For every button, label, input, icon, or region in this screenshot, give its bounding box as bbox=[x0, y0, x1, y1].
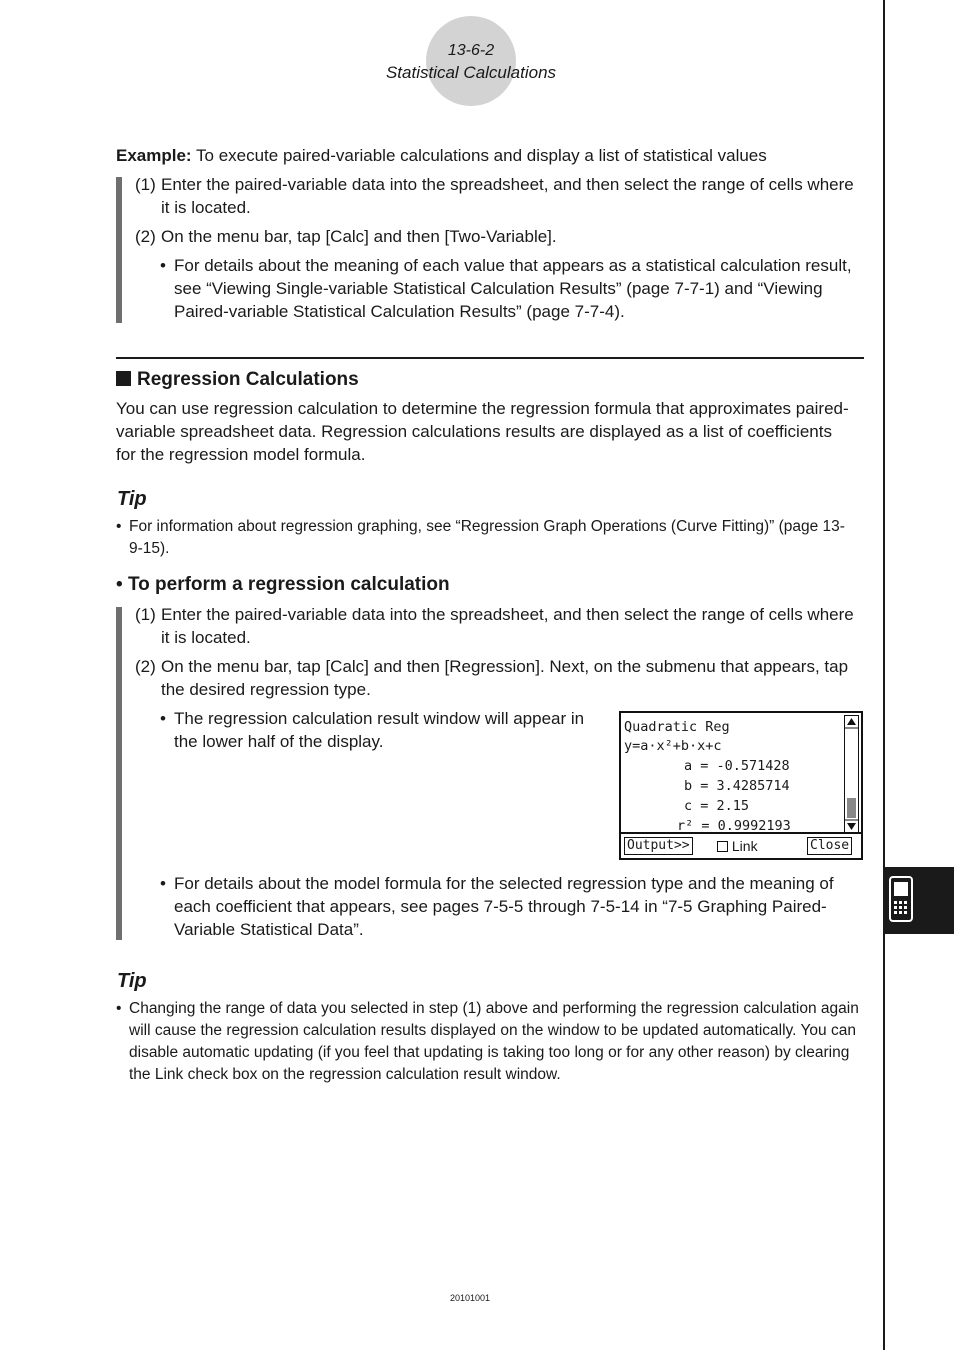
square-bullet-icon bbox=[116, 371, 131, 386]
example-step-1: (1) Enter the paired-variable data into the spreadsheet, and then select the range of cells where it is located. bbox=[135, 175, 854, 217]
checkbox-icon[interactable] bbox=[717, 841, 728, 852]
link-checkbox[interactable] bbox=[717, 838, 758, 854]
footer-code: 20101001 bbox=[449, 1293, 491, 1303]
procedure-step-1: (1) Enter the paired-variable data into the spreadsheet, and then select the range of cells where it is located. bbox=[135, 605, 854, 647]
tip-heading-2: Tip bbox=[117, 970, 147, 992]
tip-text-1: • For information about regression graphing, see “Regression Graph Operations (Curve Fitting)” (page 13-9-15). bbox=[116, 518, 845, 557]
scrollbar[interactable] bbox=[844, 715, 859, 833]
example-text: To execute paired-variable calculations and display a list of statistical values bbox=[191, 146, 767, 165]
section-divider bbox=[116, 357, 864, 359]
coefficient-a: a = -0.571428 bbox=[684, 758, 790, 774]
example-label: Example: bbox=[116, 146, 192, 165]
regression-result-window bbox=[619, 711, 863, 860]
scroll-track-icon bbox=[845, 716, 858, 832]
window-title: Quadratic Reg bbox=[624, 719, 730, 735]
example-line bbox=[116, 144, 876, 167]
scroll-up-icon[interactable] bbox=[847, 718, 856, 725]
regression-body: You can use regression calculation to determine the regression formula that approximates paired-variable spreadsheet data. Regression calculations results are displayed as a list of coefficients for the regression model formula. bbox=[116, 399, 849, 464]
header-circle bbox=[426, 16, 516, 106]
close-button[interactable]: Close bbox=[807, 837, 852, 855]
tip-text-2: • Changing the range of data you selected in step (1) above and performing the regression calculation again will cause the regression calculation results displayed on the window to be updated automatically. You can disable automatic updating (if you feel that updating is taking too long or for any other reason) by clearing the Link check box on the regression calculation result window. bbox=[116, 1000, 859, 1083]
procedure-heading: • To perform a regression calculation bbox=[116, 574, 450, 595]
regression-heading: Regression Calculations bbox=[116, 369, 359, 391]
tip-heading-1: Tip bbox=[117, 488, 147, 510]
page-number: 13-6-2 bbox=[447, 42, 495, 59]
bullet-dot-icon: • bbox=[116, 574, 123, 595]
right-margin-rule bbox=[883, 0, 885, 1350]
link-label: Link bbox=[731, 838, 758, 854]
output-button[interactable]: Output>> bbox=[624, 837, 693, 855]
procedure-bullet-2: • For details about the model formula for the selected regression type and the meaning of each coefficient that appears, see pages 7-5-5 through 7-5-14 in “7-5 Graphing Paired-Variable Statistical Data”. bbox=[160, 874, 834, 939]
window-button-bar bbox=[621, 832, 861, 858]
calculator-icon bbox=[884, 867, 954, 934]
chapter-tab bbox=[884, 867, 954, 934]
example-side-bar bbox=[116, 177, 122, 323]
example-step-2: (2) On the menu bar, tap [Calc] and then [Two-Variable]. bbox=[135, 227, 557, 246]
procedure-step-2: (2) On the menu bar, tap [Calc] and then [Regression]. Next, on the submenu that appears, tap the desired regression type. bbox=[135, 657, 849, 699]
coefficient-r2: r² = 0.9992193 bbox=[677, 818, 791, 834]
example-bullet: • For details about the meaning of each value that appears as a statistical calculation result, see “Viewing Single-variable Statistical Calculation Results” (page 7-7-1) and “Viewing Paired-variable Statistical Calculation Results” (page 7-7-4). bbox=[160, 256, 852, 321]
scroll-down-icon[interactable] bbox=[847, 823, 856, 830]
coefficient-c: c = 2.15 bbox=[684, 798, 750, 814]
section-title: Statistical Calculations bbox=[385, 63, 557, 82]
regression-formula: y=a·x²+b·x+c bbox=[624, 738, 722, 754]
procedure-side-bar bbox=[116, 607, 122, 940]
coefficient-b: b = 3.4285714 bbox=[684, 778, 790, 794]
procedure-bullet-1: • The regression calculation result window will appear in the lower half of the display. bbox=[160, 709, 585, 751]
